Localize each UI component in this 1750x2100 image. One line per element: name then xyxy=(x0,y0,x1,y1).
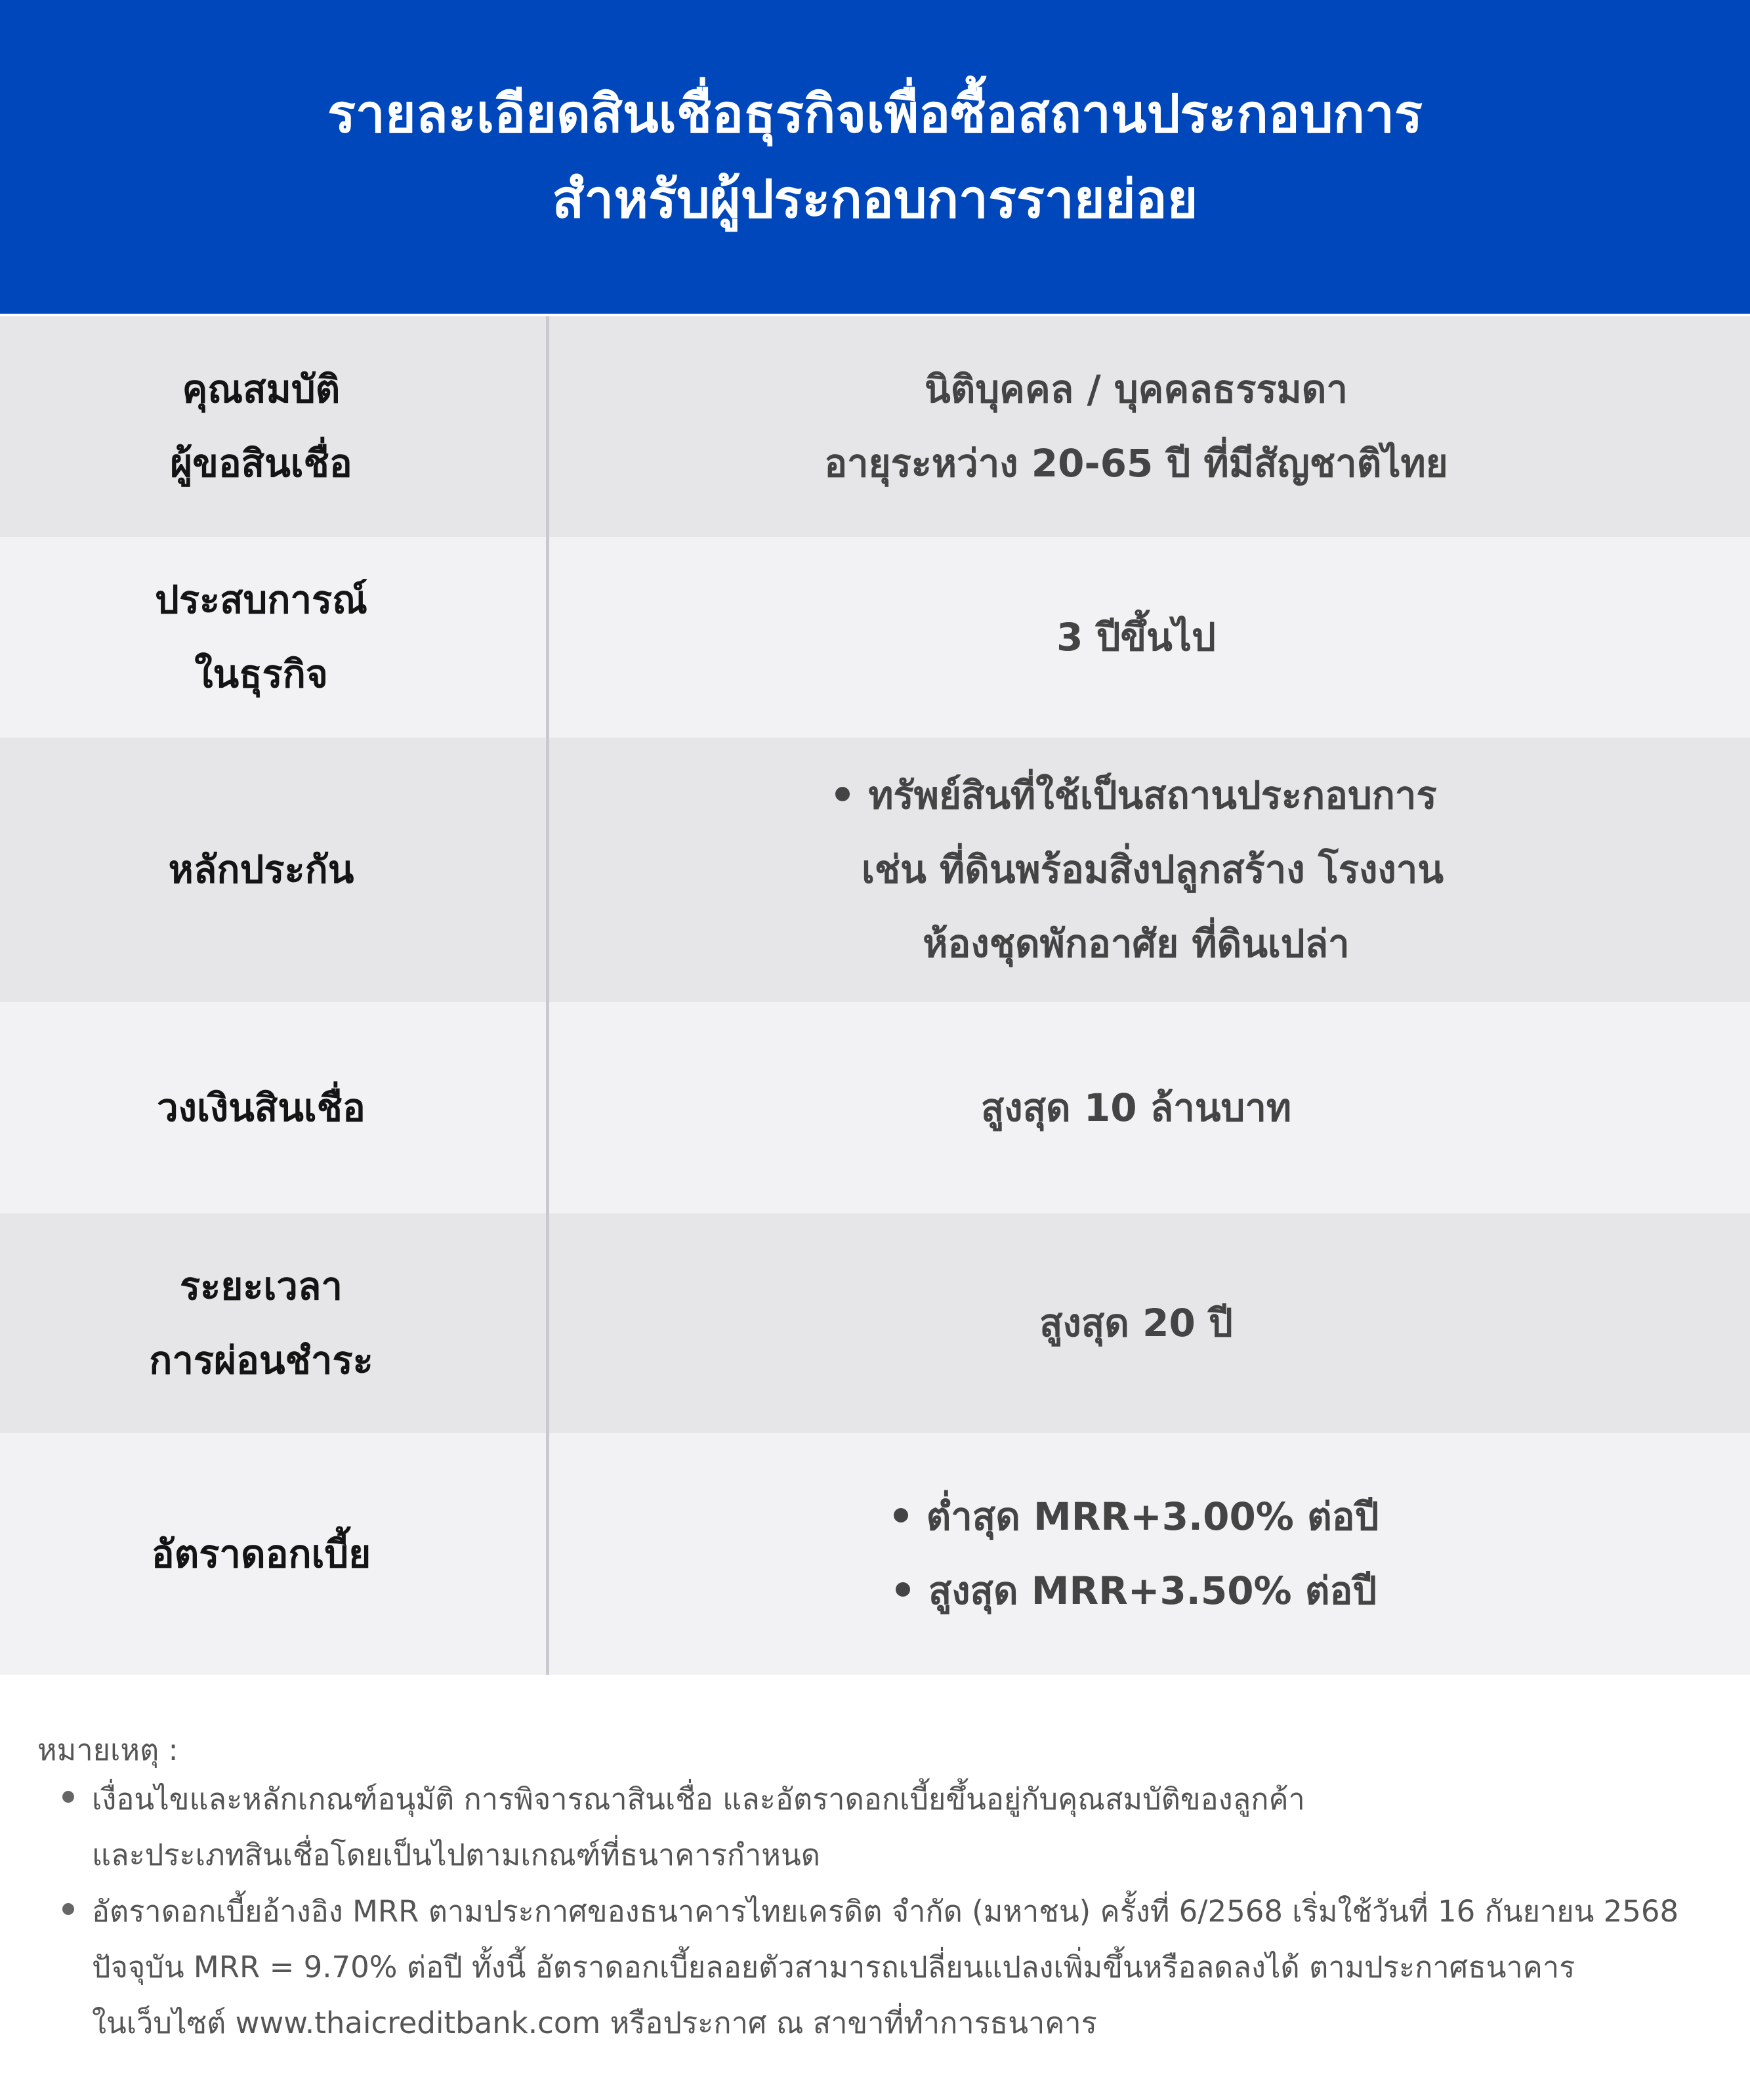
value-line: นิติบุคคล / บุคคลธรรมดา xyxy=(925,367,1348,411)
notes-title: หมายเหตุ : xyxy=(37,1732,178,1767)
value-text: สูงสุด MRR+3.50% ต่อปี xyxy=(928,1568,1377,1613)
note-line: เงื่อนไขและหลักเกณฑ์อนุมัติ การพิจารณาสินเชื่อ และอัตราดอกเบี้ยขึ้นอยู่กับคุณสมบัติของลูกค้า xyxy=(92,1782,1305,1816)
bullet-icon xyxy=(835,787,850,801)
table-row xyxy=(0,1433,1750,1675)
label-line: วงเงินสินเชื่อ xyxy=(157,1085,365,1130)
label-line: ระยะเวลา xyxy=(180,1263,343,1309)
bullet-icon xyxy=(62,1903,74,1915)
label-line: อัตราดอกเบี้ย xyxy=(151,1531,371,1576)
label-line: ประสบการณ์ xyxy=(155,578,367,622)
value-text: ทรัพย์สินที่ใช้เป็นสถานประกอบการ xyxy=(868,773,1437,818)
row-label xyxy=(0,316,522,537)
row-label xyxy=(0,1002,522,1213)
note-line: อัตราดอกเบี้ยอ้างอิง MRR ตามประกาศของธนาคารไทยเครดิต จำกัด (มหาชน) ครั้งที่ 6/2568 เริ่มใช้วันที่ 16 กันยายน 2568 xyxy=(92,1894,1679,1929)
note-line: ในเว็บไซต์ www.thaicreditbank.com หรือประกาศ ณ สาขาที่ทำการธนาคาร xyxy=(92,2006,1097,2040)
row-value xyxy=(522,1213,1750,1433)
label-line: หลักประกัน xyxy=(168,847,354,892)
row-value xyxy=(522,1002,1750,1213)
table-row xyxy=(0,738,1750,1002)
value-text: ต่ำสุด MRR+3.00% ต่อปี xyxy=(926,1494,1379,1539)
row-value xyxy=(522,537,1750,738)
label-line: ผู้ขอสินเชื่อ xyxy=(170,441,352,486)
value-line: อายุระหว่าง 20-65 ปี ที่มีสัญชาติไทย xyxy=(824,441,1448,486)
page-title-line-2: สำหรับผู้ประกอบการรายย่อย xyxy=(552,169,1198,230)
table-row xyxy=(0,537,1750,738)
row-label xyxy=(0,537,522,738)
table-row xyxy=(0,1002,1750,1213)
note-line: ปัจจุบัน MRR = 9.70% ต่อปี ทั้งนี้ อัตราดอกเบี้ยลอยตัวสามารถเปลี่ยนแปลงเพิ่มขึ้นหรือลดลงได้ ตามประกาศธนาคาร xyxy=(92,1950,1575,1984)
value-line-bulleted xyxy=(835,759,1436,833)
value-line: สูงสุด 20 ปี xyxy=(1039,1301,1233,1345)
page-title-line-1: รายละเอียดสินเชื่อธุรกิจเพื่อซื้อสถานประกอบการ xyxy=(327,83,1423,144)
page-header xyxy=(0,0,1750,314)
row-value xyxy=(522,316,1750,537)
table-row xyxy=(0,316,1750,537)
value-line-bulleted xyxy=(896,1554,1377,1628)
label-line: การผ่อนชำระ xyxy=(149,1337,373,1383)
value-line: 3 ปีขึ้นไป xyxy=(1056,614,1216,660)
row-value xyxy=(522,738,1750,1002)
table-row xyxy=(0,1213,1750,1433)
column-divider xyxy=(546,316,549,1675)
label-line: คุณสมบัติ xyxy=(182,367,341,411)
row-label xyxy=(0,738,522,1002)
value-line: สูงสุด 10 ล้านบาท xyxy=(980,1085,1292,1130)
row-label xyxy=(0,1213,522,1433)
row-value xyxy=(522,1433,1750,1675)
bullet-icon xyxy=(894,1508,908,1522)
row-label xyxy=(0,1433,522,1675)
bullet-icon xyxy=(896,1582,910,1597)
value-line-bulleted xyxy=(894,1480,1379,1554)
bullet-icon xyxy=(62,1791,74,1803)
label-line: ในธุรกิจ xyxy=(194,652,328,696)
note-line: และประเภทสินเชื่อโดยเป็นไปตามเกณฑ์ที่ธนาคารกำหนด xyxy=(92,1838,820,1872)
value-line: เช่น ที่ดินพร้อมสิ่งปลูกสร้าง โรงงาน xyxy=(861,847,1444,892)
value-line: ห้องชุดพักอาศัย ที่ดินเปล่า xyxy=(923,921,1350,966)
loan-details-table xyxy=(0,316,1750,1675)
